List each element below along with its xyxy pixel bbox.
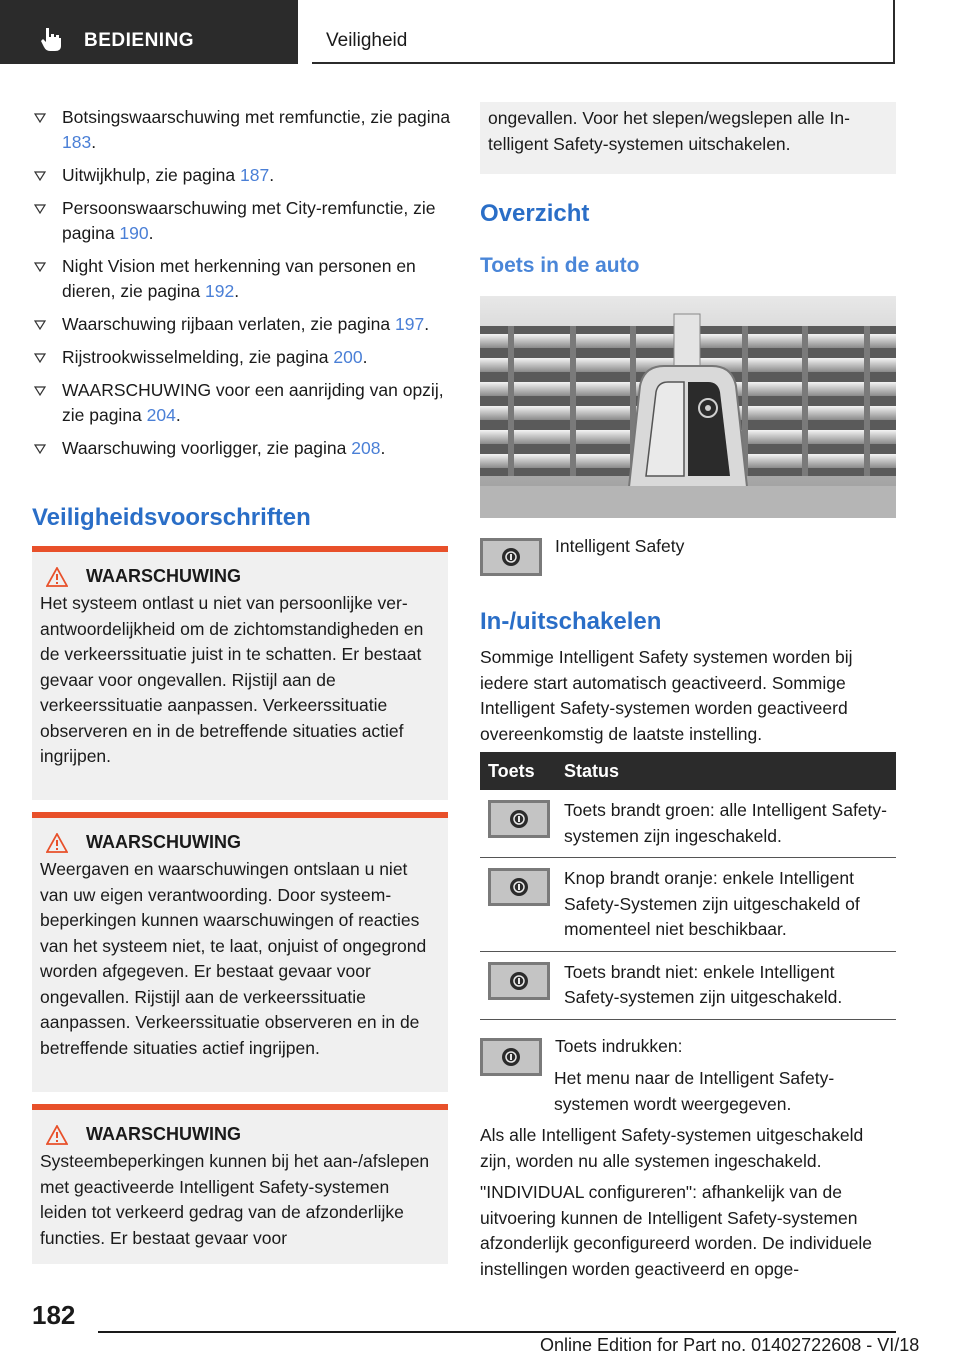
warning-text: Het systeem ontlast u niet van persoonlijke verantwoordelijkheid om de zichtomstandigheden en de verkeerssituatie juist in te schatten. Er bestaat gevaar voor ongevallen. Rijstijl aan de verkeerssituatie aanpassen. Verkeerssituatie observeren en in de betreffende situaties actief ingrijpen. xyxy=(40,593,424,766)
triangle-bullet-icon xyxy=(34,386,46,396)
page-link[interactable]: 187 xyxy=(240,165,270,185)
intelligent-safety-button-icon xyxy=(488,962,550,1000)
list-item: Waarschuwing voorligger, zie pagina 208. xyxy=(32,436,452,461)
warning-text: Weergaven en waarschuwingen ontslaan u niet van uw eigen verantwoording. Door systeembeperkingen kunnen waarschuwingen of reacties van het systeem niet, te laat, onjuist of ongegrond worden afgegeven. Er bestaat gevaar voor ongevallen. Rijstijl aan de verkeerssituatie aanpassen. Verkeerssituatie observeren en in de betreffende situaties actief ingrijpen. xyxy=(40,859,427,1058)
triangle-bullet-icon xyxy=(34,353,46,363)
column-header: Status xyxy=(556,752,896,790)
press-instructions xyxy=(480,1066,896,1288)
triangle-bullet-icon xyxy=(34,113,46,123)
warning-box xyxy=(32,1104,448,1264)
status-text: Knop brandt oranje: enkele Intelligent Safety-Systemen zijn uitgeschakeld of momenteel niet beschikbaar. xyxy=(556,858,896,952)
page-header xyxy=(312,0,895,64)
button-heading: Toets in de auto xyxy=(480,254,640,277)
warning-box xyxy=(32,812,448,1092)
status-text: Toets brandt groen: alle Intelligent Safety-systemen zijn ingeschakeld. xyxy=(556,790,896,858)
page-title: Veiligheid xyxy=(326,30,408,51)
warning-text: Systeembeperkingen kunnen bij het aan-/afslepen met geactiveerde Intelligent Safety-systemen leiden tot verkeerd gedrag van de afzonderlijke functies. Er bestaat gevaar voor xyxy=(40,1151,430,1248)
page-link[interactable]: 190 xyxy=(119,223,149,243)
intelligent-safety-button-icon xyxy=(480,538,542,576)
onoff-paragraph: Sommige Intelligent Safety systemen worden bij iedere start automatisch geactiveerd. Sommige Intelligent Safety-systemen worden geactiveerd overeenkomstig de laatste instelling. xyxy=(480,647,853,744)
list-item: WAARSCHUWING voor een aanrijding van opzij, zie pagina 204. xyxy=(32,378,452,428)
onoff-heading: In-/uitschakelen xyxy=(480,608,662,635)
warning-triangle-icon xyxy=(46,567,68,587)
edition-note: Online Edition for Part no. 01402722608 - VI/18 xyxy=(540,1335,920,1355)
air-vent-illustration xyxy=(480,296,896,518)
page-link[interactable]: 197 xyxy=(395,314,425,334)
status-text: Toets brandt niet: enkele Intelligent Safety-systemen zijn uitgeschakeld. xyxy=(556,951,896,1019)
section-tab xyxy=(0,0,298,64)
warning-continuation: ongevallen. Voor het slepen/wegslepen alle Intelligent Safety-systemen uitschakelen. xyxy=(480,102,896,174)
page-link[interactable]: 200 xyxy=(333,347,363,367)
triangle-bullet-icon xyxy=(34,262,46,272)
press-line: Als alle Intelligent Safety-systemen uitgeschakeld zijn, worden nu alle systemen ingeschakeld. xyxy=(480,1125,864,1171)
hand-pointer-icon xyxy=(40,26,64,52)
status-table xyxy=(480,752,896,1020)
warning-title: WAARSCHUWING xyxy=(86,832,241,852)
footer-divider xyxy=(98,1331,896,1333)
page-link[interactable]: 208 xyxy=(351,438,381,458)
safety-heading: Veiligheidsvoorschriften xyxy=(32,504,311,531)
list-item: Rijstrookwisselmelding, zie pagina 200. xyxy=(32,345,452,370)
page-link[interactable]: 192 xyxy=(205,281,235,301)
table-header-row xyxy=(480,752,896,790)
press-line: Het menu naar de Intelligent Safety-systemen wordt weergegeven. xyxy=(554,1068,835,1114)
list-item: Botsingswaarschuwing met remfunctie, zie pagina 183. xyxy=(32,105,452,155)
intelligent-safety-button-icon xyxy=(488,800,550,838)
warning-triangle-icon xyxy=(46,1125,68,1145)
triangle-bullet-icon xyxy=(34,204,46,214)
press-label: Toets indrukken: xyxy=(555,1036,683,1056)
triangle-bullet-icon xyxy=(34,320,46,330)
warning-triangle-icon xyxy=(46,833,68,853)
table-row xyxy=(480,951,896,1019)
dashboard-photo xyxy=(480,296,896,518)
page-link[interactable]: 183 xyxy=(62,132,92,152)
triangle-bullet-icon xyxy=(34,444,46,454)
warning-box xyxy=(32,546,448,800)
page-link[interactable]: 204 xyxy=(146,405,176,425)
list-item: Night Vision met herkenning van personen en dieren, zie pagina 192. xyxy=(32,254,452,304)
press-line: "INDIVIDUAL configureren": afhankelijk van de uitvoering kunnen de Intelligent Safety-systemen afzonderlijk geconfigureerd worden. De individuele instellingen worden geactiveerd en opge- xyxy=(480,1182,873,1279)
list-item: Uitwijkhulp, zie pagina 187. xyxy=(32,163,452,188)
list-item: Waarschuwing rijbaan verlaten, zie pagina 197. xyxy=(32,312,452,337)
warning-title: WAARSCHUWING xyxy=(86,566,241,586)
intelligent-safety-button-icon xyxy=(488,868,550,906)
section-label: BEDIENING xyxy=(84,30,195,51)
table-row xyxy=(480,790,896,858)
table-row xyxy=(480,858,896,952)
list-item: Persoonswaarschuwing met City-remfunctie, zie pagina 190. xyxy=(32,196,452,246)
feature-list xyxy=(32,105,452,469)
page-number: 182 xyxy=(32,1300,76,1330)
column-header: Toets xyxy=(480,752,556,790)
overview-heading: Overzicht xyxy=(480,200,590,227)
triangle-bullet-icon xyxy=(34,171,46,181)
legend-label: Intelligent Safety xyxy=(555,536,685,556)
warning-title: WAARSCHUWING xyxy=(86,1124,241,1144)
